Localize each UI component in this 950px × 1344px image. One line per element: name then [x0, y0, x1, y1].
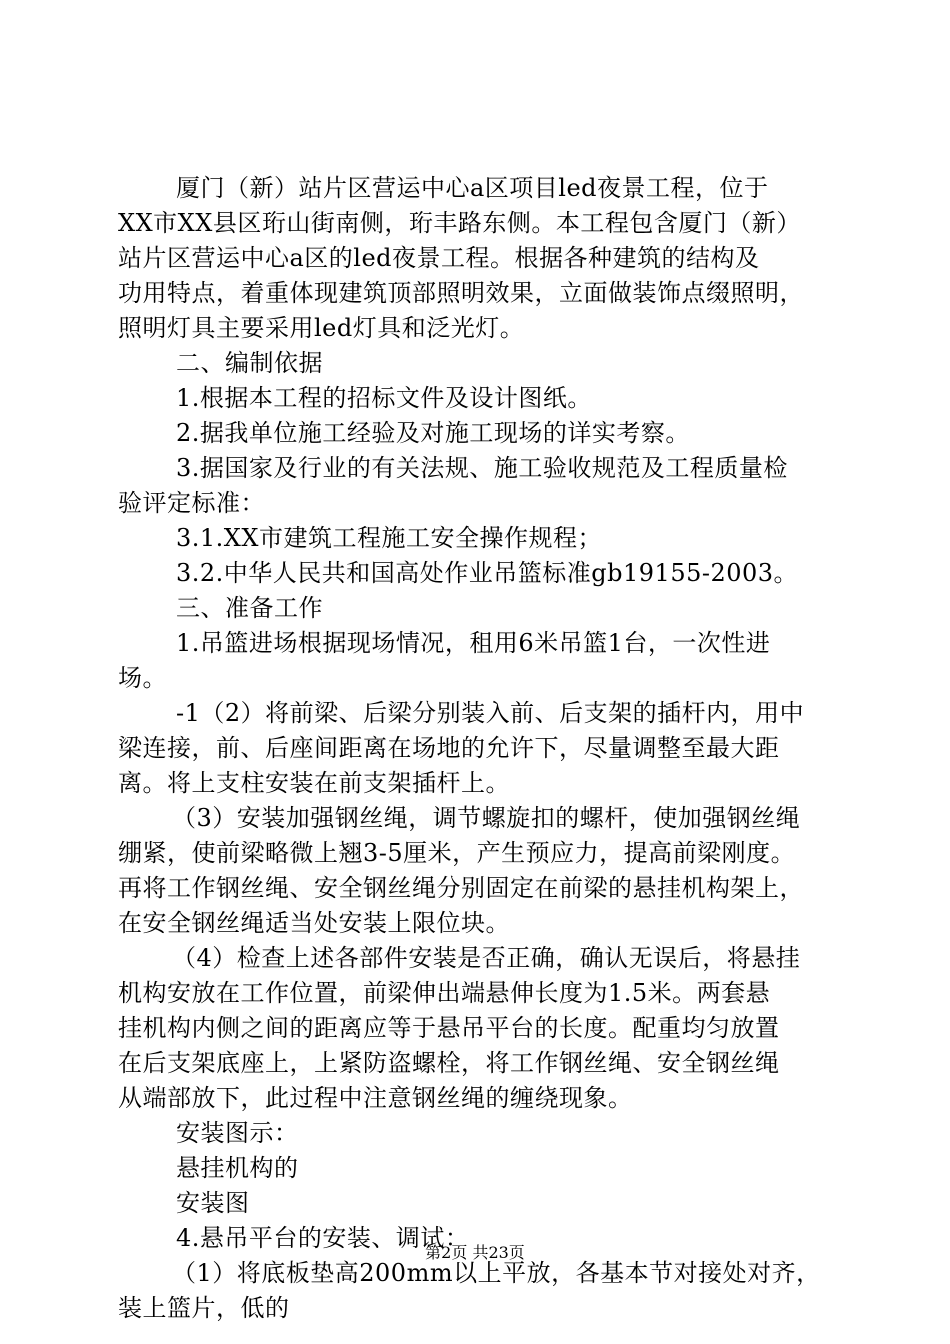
paragraph-line: 4.悬吊平台的安装、调试：	[176, 1224, 470, 1252]
section-heading: 二、编制依据	[176, 349, 323, 377]
paragraph-line: 绷紧，使前梁略微上翘3-5厘米，产生预应力，提高前梁刚度。	[118, 839, 796, 867]
paragraph-line: 安装图示：	[176, 1119, 299, 1147]
paragraph-line: （1）将底板垫高200mm以上平放，各基本节对接处对齐，	[172, 1259, 821, 1287]
paragraph-line: 验评定标准：	[118, 489, 265, 517]
paragraph-line: 梁连接，前、后座间距离在场地的允许下，尽量调整至最大距	[118, 734, 780, 762]
paragraph-line: 站片区营运中心a区的led夜景工程。根据各种建筑的结构及	[118, 244, 760, 272]
paragraph-line: 照明灯具主要采用led灯具和泛光灯。	[118, 314, 525, 342]
paragraph-line: 在后支架底座上，上紧防盗螺栓，将工作钢丝绳、安全钢丝绳	[118, 1049, 780, 1077]
paragraph-line: 从端部放下，此过程中注意钢丝绳的缠绕现象。	[118, 1084, 633, 1112]
paragraph-line: XX市XX县区珩山街南侧，珩丰路东侧。本工程包含厦门（新）	[118, 209, 801, 237]
paragraph-line: 场。	[118, 664, 167, 692]
paragraph-line: 悬挂机构的	[176, 1154, 299, 1182]
paragraph-line: 装上篮片，低的	[118, 1294, 290, 1322]
paragraph-line: 功用特点，着重体现建筑顶部照明效果，立面做装饰点缀照明，	[118, 279, 804, 307]
paragraph-line: （3）安装加强钢丝绳，调节螺旋扣的螺杆，使加强钢丝绳	[172, 804, 801, 832]
paragraph-line: 厦门（新）站片区营运中心a区项目led夜景工程，位于	[176, 174, 769, 202]
paragraph-line: 2.据我单位施工经验及对施工现场的详实考察。	[176, 419, 690, 447]
paragraph-line: 安装图	[176, 1189, 250, 1217]
paragraph-line: 1.根据本工程的招标文件及设计图纸。	[176, 384, 592, 412]
paragraph-line: 1.吊篮进场根据现场情况，租用6米吊篮1台，一次性进	[176, 629, 771, 657]
page-number: 第2页 共23页	[425, 1243, 525, 1262]
paragraph-line: 机构安放在工作位置，前梁伸出端悬伸长度为1.5米。两套悬	[118, 979, 771, 1007]
paragraph-line: 离。将上支柱安装在前支架插杆上。	[118, 769, 510, 797]
paragraph-line: 3.据国家及行业的有关法规、施工验收规范及工程质量检	[176, 454, 788, 482]
section-heading: 三、准备工作	[176, 594, 323, 622]
paragraph-line: 挂机构内侧之间的距离应等于悬吊平台的长度。配重均匀放置	[118, 1014, 780, 1042]
paragraph-line: 3.2.中华人民共和国高处作业吊篮标准gb19155-2003。	[176, 559, 799, 587]
paragraph-line: -1（2）将前梁、后梁分别装入前、后支架的插杆内，用中	[176, 699, 805, 727]
paragraph-line: 在安全钢丝绳适当处安装上限位块。	[118, 909, 510, 937]
paragraph-line: （4）检查上述各部件安装是否正确，确认无误后，将悬挂	[172, 944, 801, 972]
body-text	[118, 171, 838, 1326]
paragraph-line: 再将工作钢丝绳、安全钢丝绳分别固定在前梁的悬挂机构架上，	[118, 874, 804, 902]
paragraph-line: 3.1.XX市建筑工程施工安全操作规程；	[176, 524, 602, 552]
